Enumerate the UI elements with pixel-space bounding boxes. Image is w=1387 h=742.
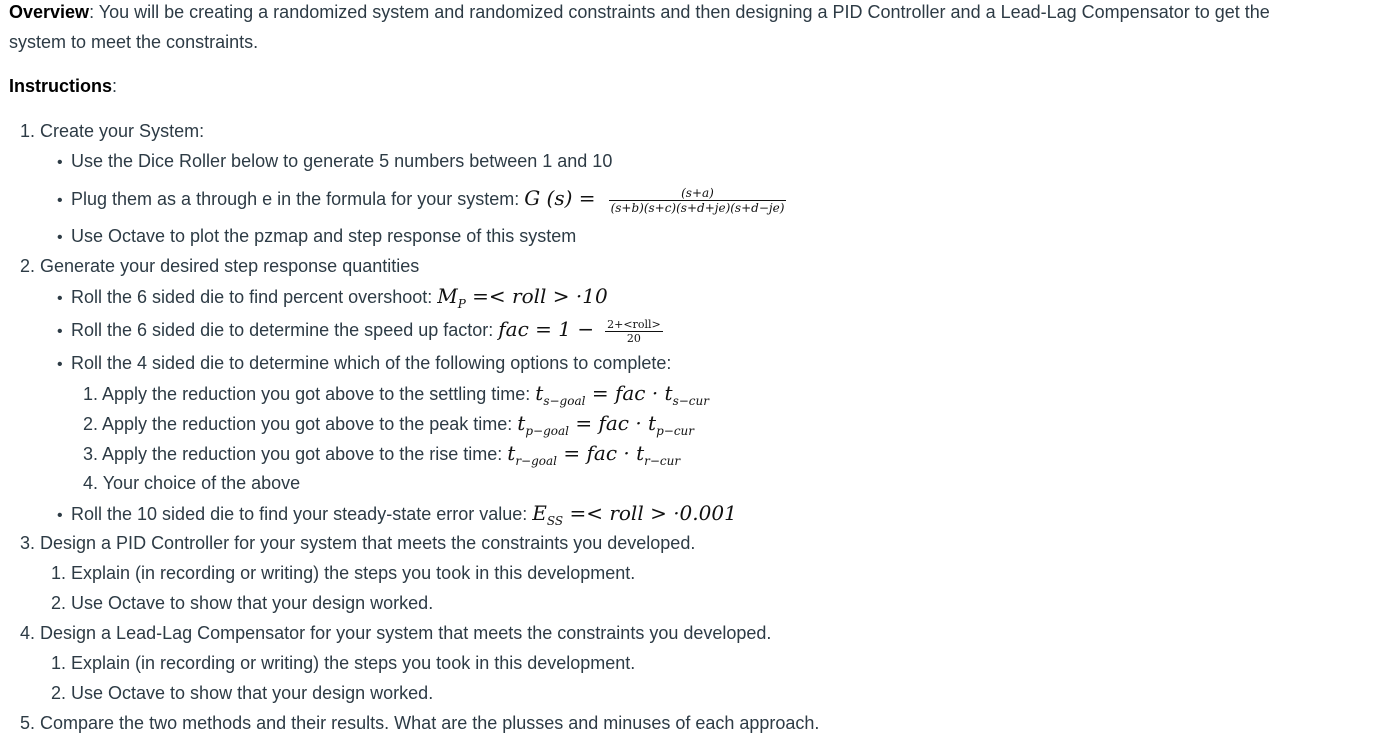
option-1 <box>83 382 709 412</box>
option-1-sub-goal: s−goal <box>543 394 586 408</box>
option-2-symbol: t <box>517 411 526 435</box>
option-1-text: 1. Apply the reduction you got above to the settling time: <box>83 384 536 404</box>
step-2-bullet-2-text: Roll the 6 sided die to determine the speed up factor: <box>71 320 499 340</box>
steady-state-error-expression: =< roll > ·0.001 <box>563 501 737 525</box>
option-1-formula <box>535 381 709 408</box>
step-2-label: 2. Generate your desired step response quantities <box>20 256 420 276</box>
bullet-icon: • <box>57 229 63 246</box>
bullet-icon: • <box>57 192 63 209</box>
overview-text-line2: system to meet the constraints. <box>9 32 259 52</box>
overshoot-subscript: P <box>457 297 466 311</box>
bullet-icon: • <box>57 507 63 524</box>
option-3-mid: = fac · t <box>557 441 645 465</box>
steady-state-error-formula <box>532 501 737 528</box>
step-4-item-1: 1. Explain (in recording or writing) the steps you took in this development. <box>51 653 636 673</box>
step-1-bullet-2 <box>57 182 788 217</box>
step-2-bullet-3 <box>57 352 671 376</box>
steady-state-error-subscript: SS <box>546 514 564 528</box>
transfer-function-numerator: (s+a) <box>681 185 714 200</box>
instructions-colon: : <box>112 76 118 96</box>
bullet-icon: • <box>57 323 63 340</box>
option-3-sub-cur: r−cur <box>644 454 681 468</box>
step-1-bullet-1-text: Use the Dice Roller below to generate 5 numbers between 1 and 10 <box>71 151 613 171</box>
option-1-symbol: t <box>535 381 544 405</box>
bullet-icon: • <box>57 290 63 307</box>
step-1-bullet-1 <box>57 150 612 174</box>
option-3 <box>83 442 680 472</box>
step-1-label: 1. Create your System: <box>20 121 205 141</box>
transfer-function-denominator: (s+b)(s+c)(s+d+je)(s+d−je) <box>610 200 785 215</box>
option-3-symbol: t <box>507 441 516 465</box>
option-1-sub-cur: s−cur <box>672 394 709 408</box>
overview-text-line1: : You will be creating a randomized system and randomized constraints and then designing a PID Controller and a Lead-Lag Compensator to get the <box>89 2 1270 22</box>
option-2 <box>83 412 694 442</box>
option-2-sub-goal: p−goal <box>525 424 569 438</box>
speedup-numerator: 2+<roll> <box>607 317 661 331</box>
step-2-bullet-1-text: Roll the 6 sided die to find percent overshoot: <box>71 287 438 307</box>
steady-state-error-symbol: E <box>532 501 547 525</box>
step-1-bullet-3-text: Use Octave to plot the pzmap and step response of this system <box>71 226 577 246</box>
option-4: 4. Your choice of the above <box>83 473 301 493</box>
option-2-sub-cur: p−cur <box>656 424 695 438</box>
option-3-sub-goal: r−goal <box>515 454 558 468</box>
step-2-bullet-4-text: Roll the 10 sided die to find your steady-state error value: <box>71 504 533 524</box>
transfer-function-lhs: G (s) = <box>524 186 596 210</box>
option-1-mid: = fac · t <box>585 381 673 405</box>
overview-paragraph <box>9 1 1270 23</box>
option-3-text: 3. Apply the reduction you got above to the rise time: <box>83 444 508 464</box>
speedup-denominator: 20 <box>626 331 641 345</box>
step-3-label: 3. Design a PID Controller for your system that meets the constraints you developed. <box>20 533 696 553</box>
transfer-function-fraction <box>609 186 787 215</box>
option-3-formula <box>507 441 681 468</box>
instructions-label: Instructions <box>9 76 113 96</box>
option-2-formula <box>517 411 695 438</box>
option-2-mid: = fac · t <box>568 411 657 435</box>
step-3-item-1: 1. Explain (in recording or writing) the steps you took in this development. <box>51 563 636 583</box>
step-3-item-2: 2. Use Octave to show that your design worked. <box>51 593 434 613</box>
overshoot-expression: =< roll > ·10 <box>465 284 608 308</box>
speedup-formula: fac = 1 − <box>498 317 595 341</box>
overshoot-symbol: M <box>437 284 458 308</box>
step-4-item-2: 2. Use Octave to show that your design worked. <box>51 683 434 703</box>
bullet-icon: • <box>57 356 63 373</box>
overview-label: Overview <box>9 2 90 22</box>
step-2-bullet-4 <box>57 502 737 532</box>
step-1-bullet-2-text: Plug them as a through e in the formula for your system: <box>71 189 525 209</box>
bullet-icon: • <box>57 154 63 171</box>
step-2-bullet-3-text: Roll the 4 sided die to determine which of the following options to complete: <box>71 353 672 373</box>
instructions-heading <box>9 75 117 97</box>
step-1-bullet-3 <box>57 225 576 249</box>
step-2-bullet-2 <box>57 312 665 349</box>
step-2-bullet-1 <box>57 285 608 315</box>
overshoot-formula <box>437 284 608 311</box>
step-5-label: 5. Compare the two methods and their results. What are the plusses and minuses of each approach. <box>20 713 820 733</box>
option-2-text: 2. Apply the reduction you got above to the peak time: <box>83 414 518 434</box>
speedup-fraction <box>605 318 663 345</box>
step-4-label: 4. Design a Lead-Lag Compensator for your system that meets the constraints you developed. <box>20 623 772 643</box>
